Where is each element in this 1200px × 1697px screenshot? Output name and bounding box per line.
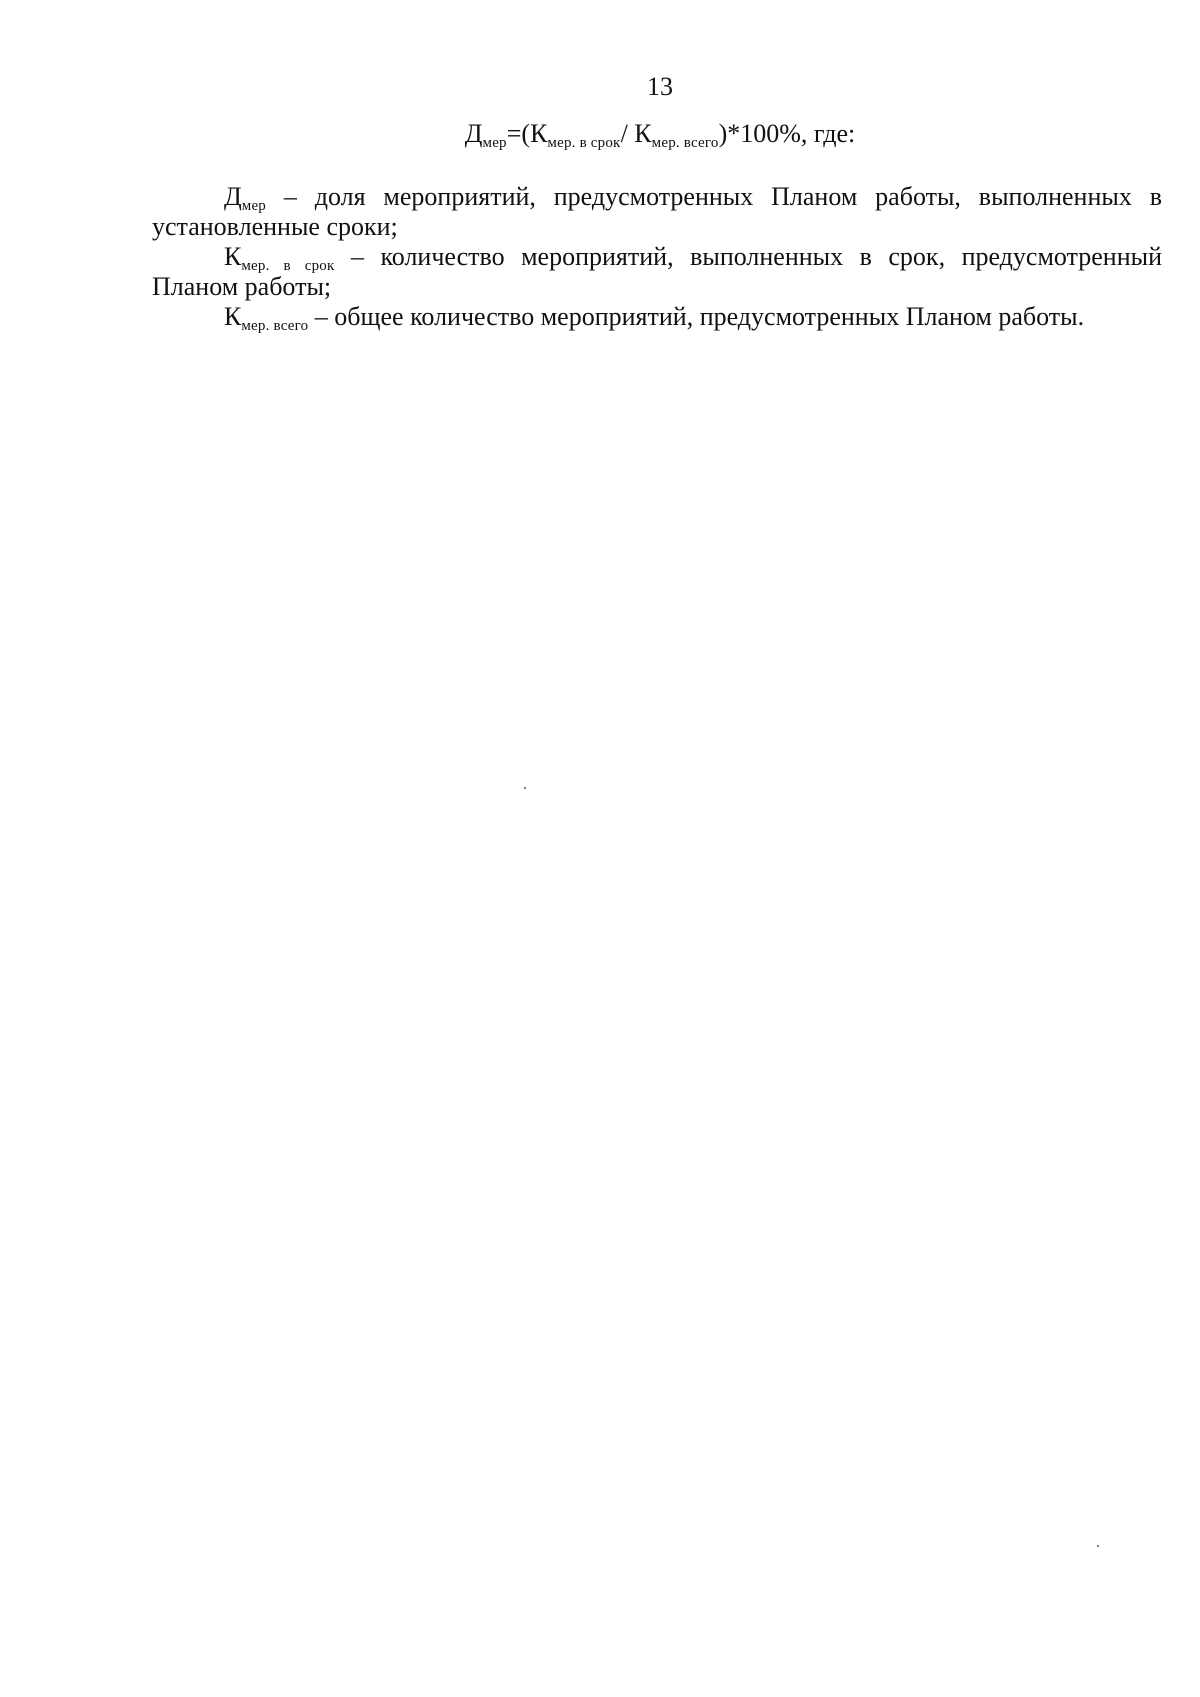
definition-paragraph (152, 302, 1162, 332)
formula-numerator-subscript: мер. в срок (547, 135, 621, 151)
definition-subscript: мер (241, 198, 266, 214)
definition-symbol: Д (224, 182, 242, 211)
definition-text: – общее количество мероприятий, предусмотренных Планом работы. (308, 302, 1085, 331)
definition-text: – количество мероприятий, выполненных в срок, предусмотренный Планом работы; (152, 242, 1162, 301)
definition-subscript: мер. в срок (241, 258, 335, 274)
definitions-block (152, 182, 1162, 332)
formula (0, 118, 1200, 150)
formula-lhs-subscript: мер (482, 135, 507, 151)
definition-subscript: мер. всего (241, 318, 309, 334)
formula-tail: )*100%, где: (718, 119, 856, 148)
formula-slash: / К (620, 119, 652, 148)
definition-symbol: К (224, 242, 242, 271)
definition-paragraph (152, 182, 1162, 242)
formula-denominator-subscript: мер. всего (651, 135, 719, 151)
scan-speck (1097, 1545, 1099, 1547)
page-number: 13 (647, 72, 673, 101)
definition-paragraph (152, 242, 1162, 302)
definition-symbol: К (224, 302, 242, 331)
formula-open: =(К (506, 119, 548, 148)
formula-lhs: Д (464, 119, 483, 148)
scan-speck (524, 787, 526, 789)
definition-text: – доля мероприятий, предусмотренных Планом работы, выполненных в установленные сроки; (152, 182, 1162, 241)
